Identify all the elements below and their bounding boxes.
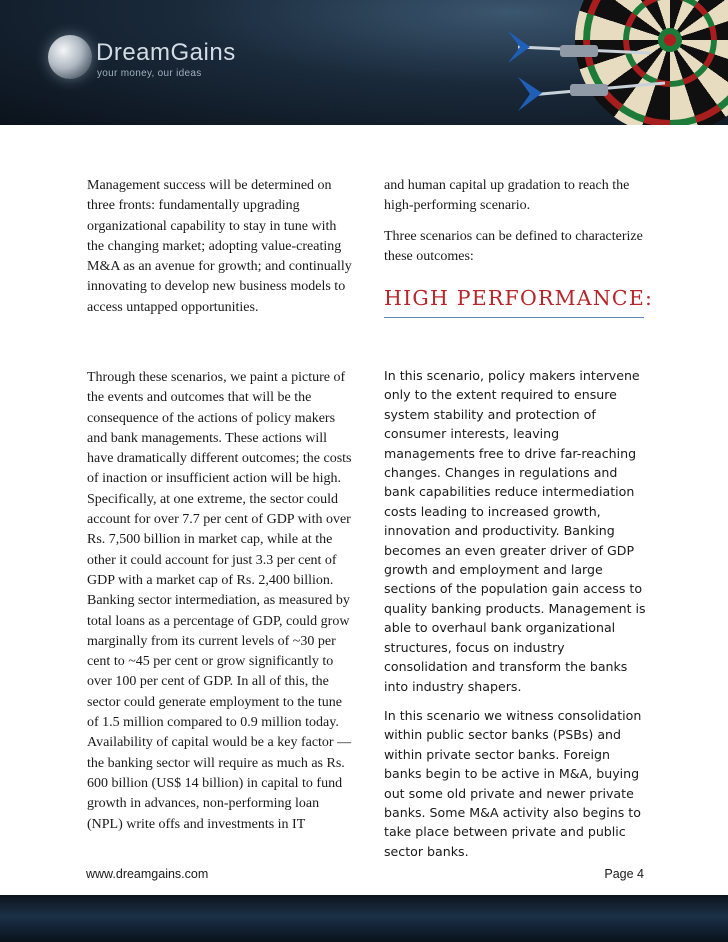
dart-icon bbox=[500, 25, 680, 120]
right-body-text bbox=[384, 366, 646, 861]
continued-text: and human capital up gradation to reach the high-performing scenario. bbox=[384, 178, 630, 214]
globe-logo-icon bbox=[48, 35, 92, 79]
body-text: Through these scenarios, we paint a picture of the events and outcomes that will be the consequence of the actions of policy makers and bank managements. These actions will have dramatically different outcomes; the costs of inaction or insufficient action will be high. Specifically, at one extreme, the sector could account for over 7.7 per cent of GDP with over Rs. 7,500 billion in market cap, while at the other it could account for just 3.3 per cent of GDP with a market cap of Rs. 2,400 billion. Banking sector intermediation, as measured by total loans as a percentage of GDP, could grow marginally from its current levels of ~30 per cent to ~45 per cent or grow significantly to over 100 per cent of GDP. In all of this, the sector could generate employment to the tune of 1.5 million compared to 0.9 million today. Availability of capital would be a key factor — the banking sector will require as much as Rs. 600 billion (US$ 14 billion) in capital to fund growth in advances, non-performing loan (NPL) write offs and investments in IT bbox=[87, 370, 352, 832]
footer-url: www.dreamgains.com bbox=[86, 867, 209, 881]
page-number: Page 4 bbox=[604, 867, 644, 881]
brand-tagline: your money, our ideas bbox=[97, 68, 202, 79]
footer-band bbox=[0, 895, 728, 942]
intro-text: Management success will be determined on three fronts: fundamentally upgrading organizational capability to stay in tune with the changing market; adopting value-creating M&A as an avenue for growth; and continually innovating to develop new business models to access untapped opportunities. bbox=[87, 178, 352, 315]
heading-underline bbox=[384, 317, 644, 318]
brand-name: DreamGains bbox=[96, 39, 236, 66]
right-top-text bbox=[384, 176, 646, 267]
high-performance-paragraph-2: In this scenario we witness consolidation within public sector banks (PSBs) and within private sector banks. Foreign banks begin to be active in M&A, buying out some old private and newer private banks. Some M&A activity also begins to take place between private and public sector banks. bbox=[384, 707, 642, 859]
high-performance-paragraph-1: In this scenario, policy makers intervene only to the extent required to ensure system stability and protection of consumer interests, leaving managements free to drive far-reaching changes. Changes in regulations and bank capabilities reduce intermediation costs leading to increased growth, innovation and productivity. Banking becomes an even greater driver of GDP growth and employment and large sections of the population gain access to quality banking products. Management is able to overhaul bank organizational structures, focus on industry consolidation and transform the banks into industry shapers. bbox=[384, 368, 646, 694]
scenarios-intro-text: Three scenarios can be defined to characterize these outcomes: bbox=[384, 228, 643, 264]
left-intro-paragraph bbox=[87, 176, 355, 318]
left-body-paragraph bbox=[87, 368, 355, 835]
section-heading: HIGH PERFORMANCE: bbox=[384, 286, 654, 310]
header-banner bbox=[0, 0, 728, 125]
